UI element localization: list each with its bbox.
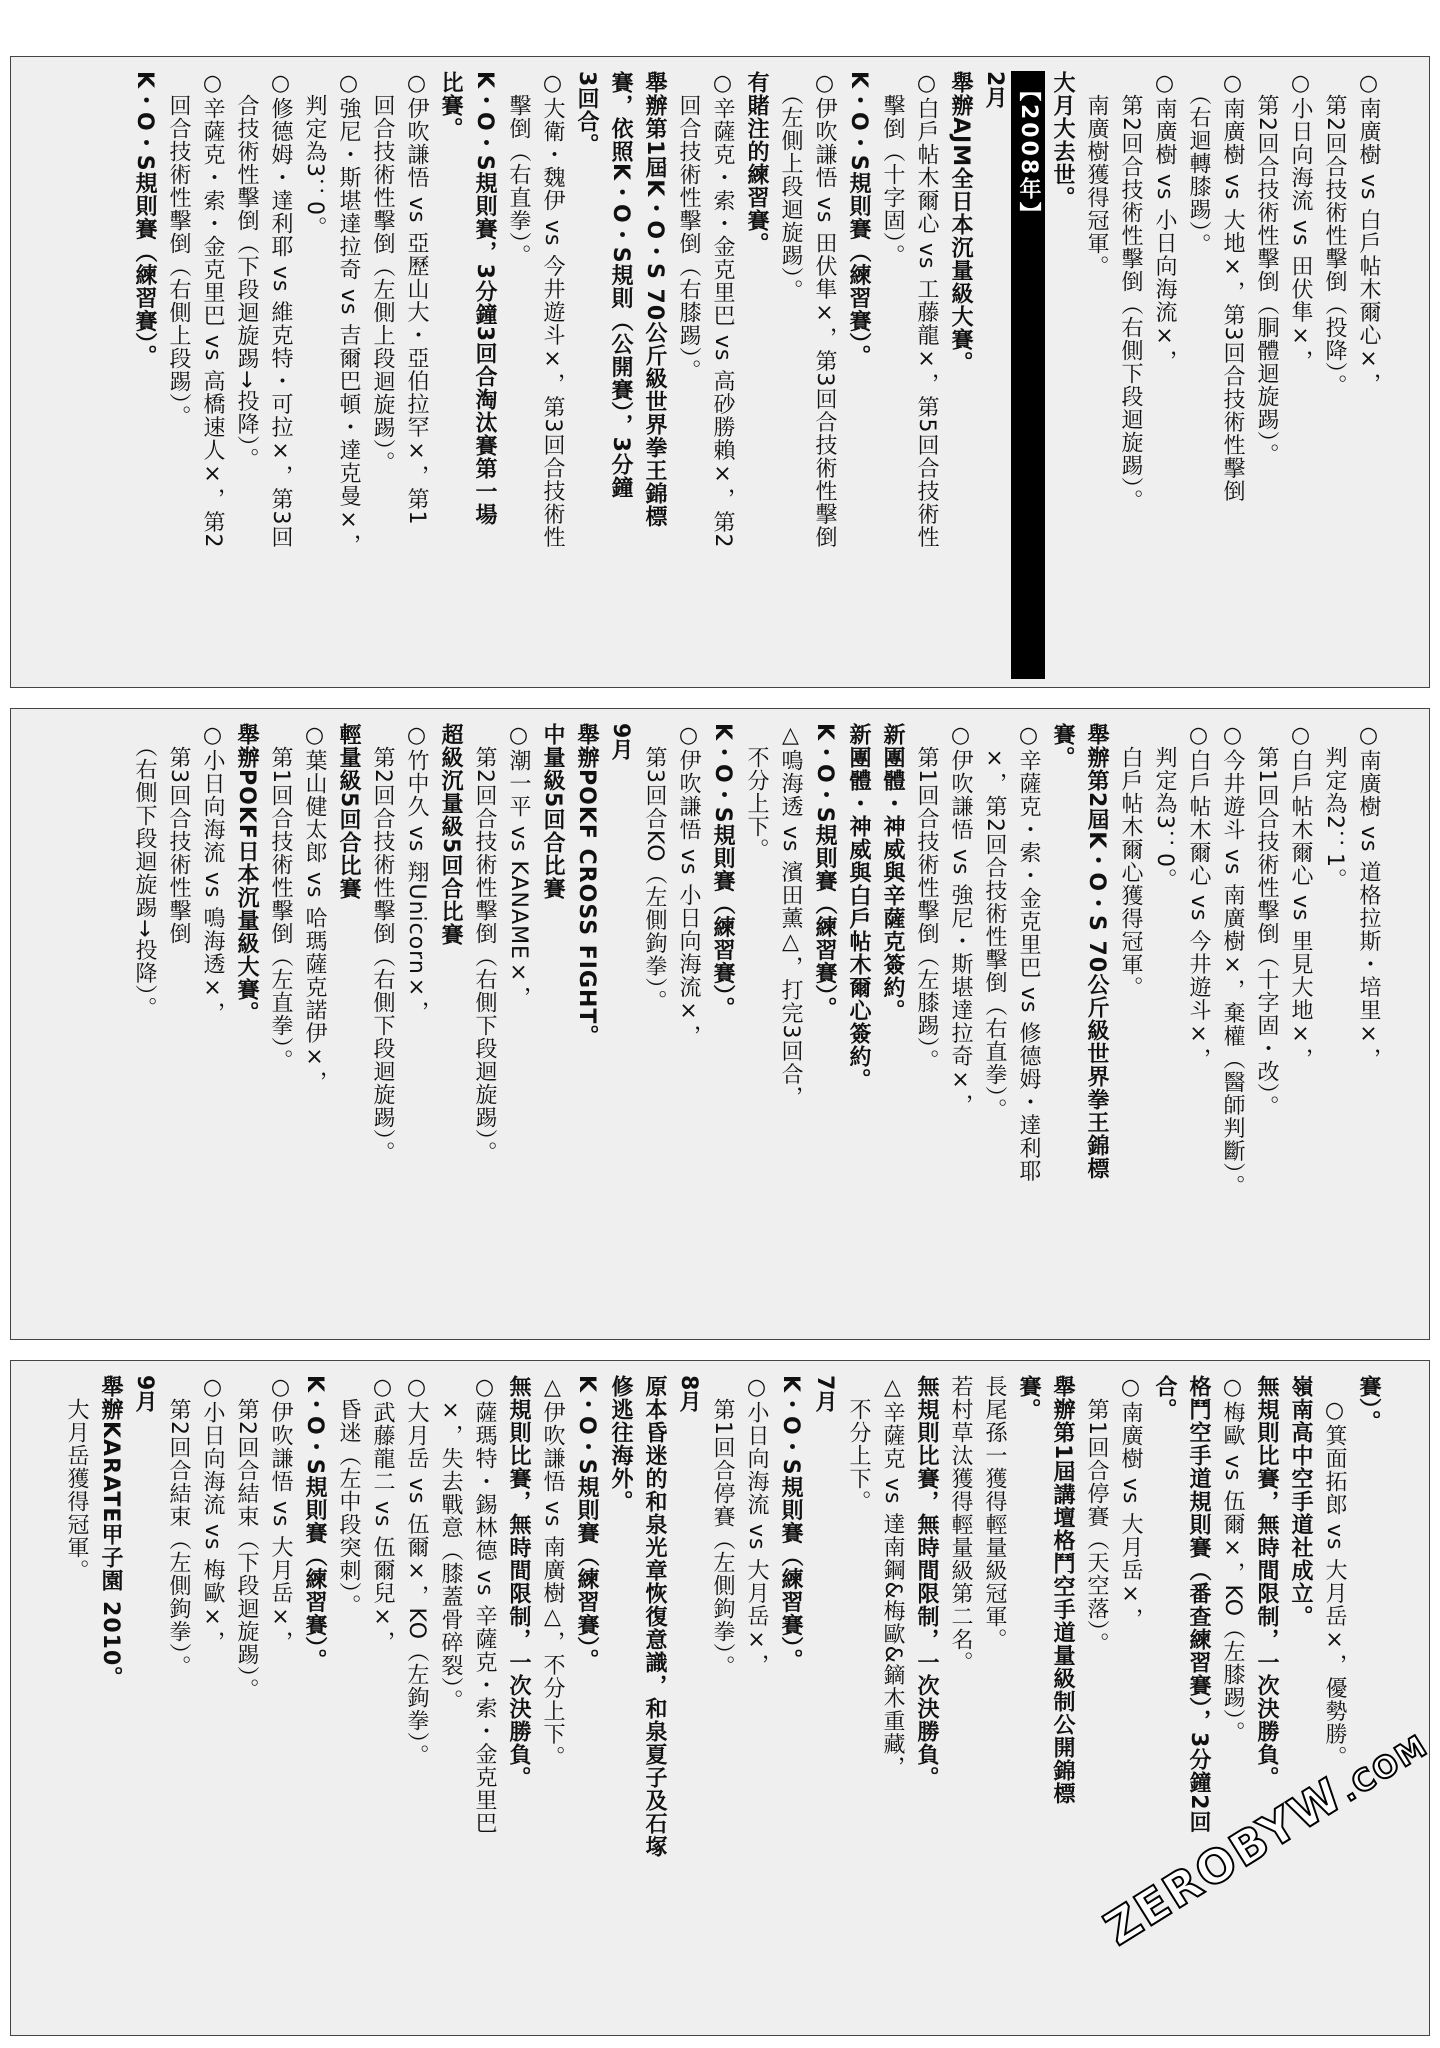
match-result: ○潮一平 vs KANAME×， xyxy=(506,723,531,1009)
event-heading: K・O・S規則賽（練習賽）。 xyxy=(778,1375,803,1672)
match-result: 回合技術性擊倒（左側上段迴旋踢）。 xyxy=(370,71,395,474)
match-result: 不分上下。 xyxy=(744,723,769,861)
match-result: ○大衛・魏伊 vs 今井遊斗×，第3回合技術性 xyxy=(540,71,565,549)
match-result: 南廣樹獲得冠軍。 xyxy=(1084,71,1109,278)
event-heading: 新團體・神威與白戶帖木爾心簽約。 xyxy=(846,723,871,1091)
match-result: 擊倒（右直拳）。 xyxy=(506,71,531,267)
match-result: 不分上下。 xyxy=(846,1375,871,1513)
event-heading: 無規則比賽，無時間限制，一次決勝負。 xyxy=(506,1375,531,1789)
event-heading: 比賽。 xyxy=(438,71,463,140)
month-label-sep: 9月 xyxy=(608,723,633,761)
event-heading: 賽。 xyxy=(1050,723,1075,769)
event-heading: 新團體・神威與辛薩克簽約。 xyxy=(880,723,905,1022)
match-result: ○南廣樹 vs 白戶帖木爾心×， xyxy=(1356,71,1381,396)
match-result: 擊倒（十字固）。 xyxy=(880,71,905,267)
timeline-panel-3 xyxy=(10,1360,1430,2036)
event-heading: 有賭注的練習賽。 xyxy=(744,71,769,255)
event-heading: 舉辦KARATE甲子園 2010。 xyxy=(98,1375,123,1690)
event-heading: K・O・S規則賽（練習賽）。 xyxy=(710,723,735,1020)
match-result: ○南廣樹 vs 道格拉斯・培里×， xyxy=(1356,723,1381,1071)
match-result: ○南廣樹 vs 大月岳×， xyxy=(1118,1375,1143,1631)
match-result: 回合技術性擊倒（右側上段踢）。 xyxy=(166,71,191,428)
match-result: ○小日向海流 vs 梅歐×， xyxy=(200,1375,225,1654)
month-label-aug: 8月 xyxy=(676,1375,701,1413)
event-heading: 舉辦POKF CROSS FIGHT。 xyxy=(574,723,599,1048)
match-result: 第3回合KO（左側鉤拳）。 xyxy=(642,723,667,1013)
match-result: ○白戶帖木爾心 vs 工藤龍×，第5回合技術性 xyxy=(914,71,939,549)
panel-3-columns xyxy=(64,1375,1385,2027)
month-label-sep: 9月 xyxy=(132,1375,157,1413)
event-heading: 嶺南高中空手道社成立。 xyxy=(1288,1375,1313,1628)
event-heading: 無規則比賽，無時間限制，一次決勝負。 xyxy=(914,1375,939,1789)
match-result: 判定為2：1。 xyxy=(1322,723,1347,891)
match-result: 第2回合結束（下段迴旋踢）。 xyxy=(234,1375,259,1701)
match-result: 第2回合技術性擊倒（右側下段迴旋踢）。 xyxy=(472,723,497,1164)
match-result: ○伊吹謙悟 vs 田伏隼×，第3回合技術性擊倒 xyxy=(812,71,837,549)
match-result: ○白戶帖木爾心 vs 今井遊斗×， xyxy=(1186,723,1211,1071)
match-result: 第2回合技術性擊倒（投降）。 xyxy=(1322,71,1347,397)
match-result: △伊吹謙悟 vs 南廣樹△，不分上下。 xyxy=(540,1375,565,1769)
match-result: 判定為3：0。 xyxy=(302,71,327,239)
match-result: 第2回合技術性擊倒（右側下段迴旋踢）。 xyxy=(370,723,395,1164)
match-result: 判定為3：0。 xyxy=(1152,723,1177,891)
match-result: 昏迷（左中段突刺）。 xyxy=(336,1375,361,1617)
match-result: 第1回合技術性擊倒（左直拳）。 xyxy=(268,723,293,1072)
site-watermark: ZEROBYW.COM xyxy=(1095,1728,1435,1956)
match-result: 若村草汰獲得輕量級第二名。 xyxy=(948,1375,973,1674)
match-result: ×，失去戰意（膝蓋骨碎裂）。 xyxy=(438,1375,463,1712)
month-label-jul: 7月 xyxy=(812,1375,837,1413)
match-result: ○今井遊斗 vs 南廣樹×，棄權（醫師判斷）。 xyxy=(1220,723,1245,1198)
match-result: 第1回合停賽（天空落）。 xyxy=(1084,1375,1109,1655)
event-heading: 中量級5回合比賽 xyxy=(540,723,565,901)
match-result: （左側上段迴旋踢）。 xyxy=(778,71,803,302)
match-result: ○小日向海流 vs 鳴海透×， xyxy=(200,723,225,1025)
match-result: ○辛薩克・索・金克里巴 vs 高橋速人×，第2 xyxy=(200,71,225,549)
event-heading: 舉辦第1屆K・O・S 70公斤級世界拳王錦標 xyxy=(642,71,667,529)
month-label-feb: 2月 xyxy=(982,71,1007,109)
match-result: ○伊吹謙悟 vs 強尼・斯堪達拉奇×， xyxy=(948,723,973,1117)
event-heading: 合。 xyxy=(1152,1375,1177,1421)
match-result: ○竹中久 vs 翔Unicorn×， xyxy=(404,723,429,1024)
match-result: 第3回合技術性擊倒 xyxy=(166,723,191,945)
match-result: 第1回合停賽（左側鉤拳）。 xyxy=(710,1375,735,1678)
match-result: ○伊吹謙悟 vs 亞歷山大・亞伯拉罕×，第1 xyxy=(404,71,429,526)
panel-2-columns xyxy=(91,723,1385,1331)
match-result: ○伊吹謙悟 vs 大月岳×， xyxy=(268,1375,293,1654)
event-heading: 原本昏迷的和泉光章恢復意識，和泉夏子及石塚 xyxy=(642,1375,667,1858)
match-result: ○梅歐 vs 伍爾×，KO（左膝踢）。 xyxy=(1220,1375,1245,1745)
match-result: ○薩瑪特・錫林德 vs 辛薩克・索・金克里巴 xyxy=(472,1375,497,1835)
match-result: ○修德姆・達利耶 vs 維克特・可拉×，第3回 xyxy=(268,71,293,549)
event-heading: 輕量級5回合比賽 xyxy=(336,723,361,901)
event-heading: 格鬥空手道規則賽（番查練習賽），3分鐘2回 xyxy=(1186,1375,1211,1834)
match-result: 回合技術性擊倒（右膝踢）。 xyxy=(676,71,701,382)
event-heading: 賽。 xyxy=(1016,1375,1041,1421)
match-result: （右迴轉膝踢）。 xyxy=(1186,71,1211,256)
match-result: ○伊吹謙悟 vs 小日向海流×， xyxy=(676,723,701,1048)
event-heading: K・O・S規則賽（練習賽）。 xyxy=(302,1375,327,1672)
match-result: ○小日向海流 vs 大月岳×， xyxy=(744,1375,769,1677)
match-result: 長尾孫一獲得輕量級冠軍。 xyxy=(982,1375,1007,1651)
event-heading: 大月大去世。 xyxy=(1050,71,1075,209)
event-heading: 舉辦第1屆講壇格鬥空手道量級制公開錦標 xyxy=(1050,1375,1075,1806)
match-result: ○辛薩克・索・金克里巴 vs 修德姆・達利耶 xyxy=(1016,723,1041,1183)
event-heading: 超級沉量級5回合比賽 xyxy=(438,723,463,947)
match-result: △辛薩克 vs 達南鋼&梅歐&鏑木重藏， xyxy=(880,1375,905,1779)
timeline-panel-1 xyxy=(10,56,1430,688)
event-heading: K・O・S規則賽（練習賽）。 xyxy=(132,71,157,368)
match-result: 第2回合技術性擊倒（右側下段迴旋踢）。 xyxy=(1118,71,1143,512)
match-result: ○強尼・斯堪達拉奇 vs 吉爾巴頓・達克曼×， xyxy=(336,71,361,557)
match-result: 第2回合技術性擊倒（胴體迴旋踢）。 xyxy=(1254,71,1279,466)
match-result: ○辛薩克・索・金克里巴 vs 高砂勝賴×，第2 xyxy=(710,71,735,549)
match-result: 白戶帖木爾心獲得冠軍。 xyxy=(1118,723,1143,999)
match-result: ○南廣樹 vs 大地×，第3回合技術性擊倒 xyxy=(1220,71,1245,503)
event-heading: K・O・S規則賽，3分鐘3回合淘汰賽第一場 xyxy=(472,71,497,527)
match-result: 第1回合技術性擊倒（十字固・改）。 xyxy=(1254,723,1279,1118)
event-heading: 賽，依照K・O・S規則（公開賽），3分鐘 xyxy=(608,71,633,499)
event-heading: 舉辦POKF日本沉量級大賽。 xyxy=(234,723,259,1024)
match-result: ○箕面拓郎 vs 大月岳×，優勢勝。 xyxy=(1322,1375,1347,1769)
match-result: 第1回合技術性擊倒（左膝踢）。 xyxy=(914,723,939,1072)
match-result: △鳴海透 vs 濱田薰△，打完3回合， xyxy=(778,723,803,1109)
match-result: ○小日向海流 vs 田伏隼×， xyxy=(1288,71,1313,373)
event-heading: 無規則比賽，無時間限制，一次決勝負。 xyxy=(1254,1375,1279,1789)
event-heading: 舉辦AJM全日本沉量級大賽。 xyxy=(948,71,973,375)
event-heading: K・O・S規則賽（練習賽）。 xyxy=(574,1375,599,1672)
match-result: ×，第2回合技術性擊倒（右直拳）。 xyxy=(982,723,1007,1121)
event-heading: K・O・S規則賽（練習賽）。 xyxy=(812,723,837,1020)
event-heading: 舉辦第2屆K・O・S 70公斤級世界拳王錦標 xyxy=(1084,723,1109,1181)
match-result: ○武藤龍二 vs 伍爾兒×， xyxy=(370,1375,395,1654)
event-heading: 賽）。 xyxy=(1356,1375,1381,1433)
match-result: （右側下段迴旋踢→投降）。 xyxy=(132,723,157,1020)
event-heading: 3回合。 xyxy=(574,71,599,157)
match-result: 合技術性擊倒（下段迴旋踢→投降）。 xyxy=(234,71,259,471)
event-heading: K・O・S規則賽（練習賽）。 xyxy=(846,71,871,368)
match-result: 大月岳獲得冠軍。 xyxy=(64,1375,89,1582)
timeline-panel-2 xyxy=(10,708,1430,1340)
match-result: 第2回合結束（左側鉤拳）。 xyxy=(166,1375,191,1678)
year-heading: 【2008年】 xyxy=(1011,71,1045,679)
match-result: ○白戶帖木爾心 vs 里見大地×， xyxy=(1288,723,1313,1071)
panel-1-columns xyxy=(91,71,1385,679)
match-result: ○大月岳 vs 伍爾×，KO（左鉤拳）。 xyxy=(404,1375,429,1768)
event-heading: 修逃往海外。 xyxy=(608,1375,633,1513)
match-result: ○南廣樹 vs 小日向海流×， xyxy=(1152,71,1177,373)
match-result: ○葉山健太郎 vs 哈瑪薩克諾伊×， xyxy=(302,723,327,1094)
